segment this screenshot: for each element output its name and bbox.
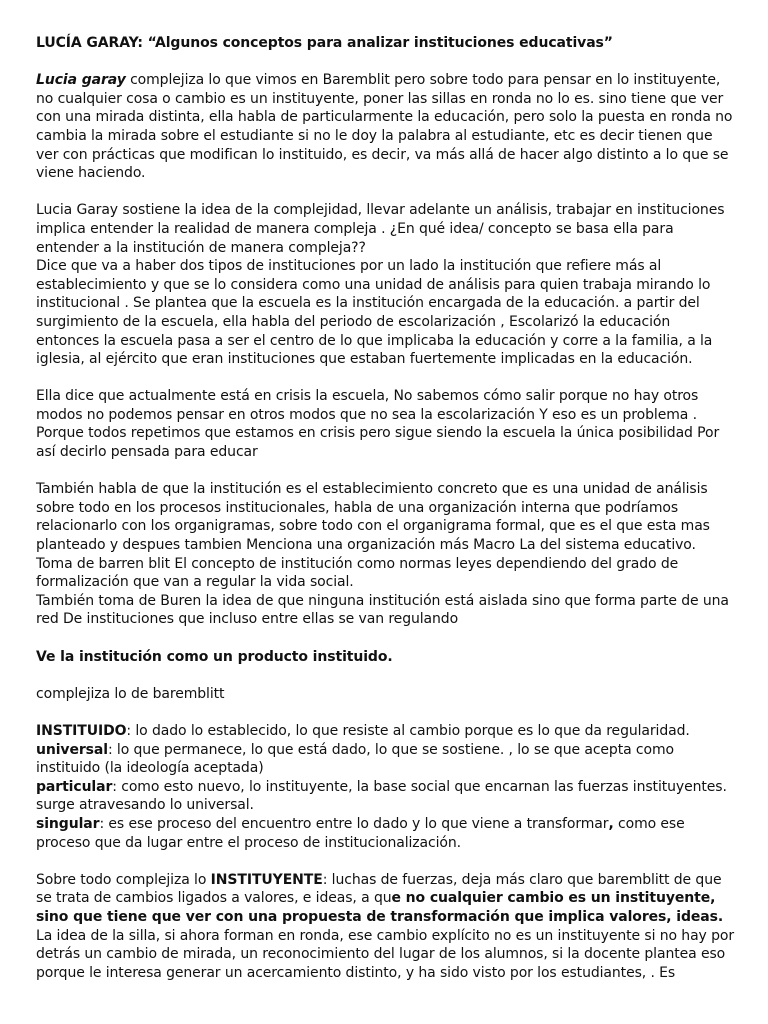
definition-universal: universal: lo que permanece, lo que está dado, lo que se sostiene. , lo se que acepta como instituido (la ideología aceptada) <box>36 741 674 777</box>
document-title: LUCÍA GARAY: “Algunos conceptos para analizar instituciones educativas” <box>36 35 613 51</box>
paragraph-establishment: También habla de que la institución es el establecimiento concreto que es una unidad de análisis sobre todo en los procesos institucionales, habla de una organización interna que podríamos relacionarlo con los organigramas, sobre todo con el organigrama formal, que es el que esta mas planteado y despues tambien Menciona una organización más Macro La del sistema educativo. <box>36 481 710 554</box>
definition-instituido: INSTITUIDO: lo dado lo establecido, lo que resiste al cambio porque es lo que da regularidad. <box>36 722 690 739</box>
definition-particular: particular: como esto nuevo, lo instituyente, la base social que encarnan las fuerzas instituyentes. surge atravesando lo universal. <box>36 778 727 814</box>
paragraph-crisis: Ella dice que actualmente está en crisis la escuela, No sabemos cómo salir porque no hay otros modos no podemos pensar en otros modos que no sea la escolarización Y eso es un problema . Porque todos repetimos que estamos en crisis pero sigue siendo la escuela la única posibilidad Por así decirlo pensada para educar <box>36 388 720 461</box>
paragraph-network: También toma de Buren la idea de que ninguna institución está aislada sino que forma parte de una red De instituciones que incluso entre ellas se van regulando <box>36 592 729 628</box>
author-name: Lucia garay <box>36 72 126 89</box>
paragraph-instituyente: Sobre todo complejiza lo INSTITUYENTE: luchas de fuerzas, deja más claro que baremblitt de que se trata de cambios ligados a valores, e ideas, a que no cualquier cambio es un instituyente, sino que tiene que ver con una propuesta de transformación que implica valores, ideas. La idea de la silla, si ahora forman en ronda, ese cambio explícito no es un instituyente si no hay por detrás un cambio de mirada, un reconocimiento del lugar de los alumnos, si la docente plantea eso porque le interesa generar un acercamiento distinto, y ha sido visto por los estudiantes, . Es <box>36 871 734 981</box>
definition-singular: singular: es ese proceso del encuentro entre lo dado y lo que viene a transformar, como ese proceso que da lugar entre el proceso de institucionalización. <box>36 815 685 851</box>
paragraph-intro: Lucia garay complejiza lo que vimos en Baremblit pero sobre todo para pensar en lo instituyente, no cualquier cosa o cambio es un instituyente, poner las sillas en ronda no lo es. sino tiene que ver con una mirada distinta, ella habla de particularmente la educación, pero solo la puesta en ronda no cambia la mirada sobre el estudiante si no le doy la palabra al estudiante, etc es decir tienen que ver con prácticas que modifican lo instituido, es decir, va más allá de hacer algo distinto a lo que se viene haciendo. <box>36 72 733 182</box>
section-heading: Ve la institución como un producto instituido. <box>36 648 393 665</box>
paragraph-norms: Toma de barren blit El concepto de institución como normas leyes dependiendo del grado de formalización que van a regular la vida social. <box>36 555 679 591</box>
paragraph-complejiza: complejiza lo de baremblitt <box>36 685 225 702</box>
paragraph-institution-types: Dice que va a haber dos tipos de instituciones por un lado la institución que refiere más al establecimiento y que se lo considera como una unidad de análisis para quien trabaja mirando lo institucional . Se plantea que la escuela es la institución encargada de la educación. a partir del surgimiento de la escuela, ella habla del periodo de escolarización , Escolarizó la educación entonces la escuela pasa a ser el centro de lo que implicaba la educación y corre a la familia, a la iglesia, al ejército que eran instituciones que estaban fuertemente implicadas en la educación. <box>36 258 713 368</box>
paragraph-complexity: Lucia Garay sostiene la idea de la complejidad, llevar adelante un análisis, trabajar en instituciones implica entender la realidad de manera compleja . ¿En qué idea/ concepto se basa ella para entender a la institución de manera compleja?? <box>36 202 725 256</box>
